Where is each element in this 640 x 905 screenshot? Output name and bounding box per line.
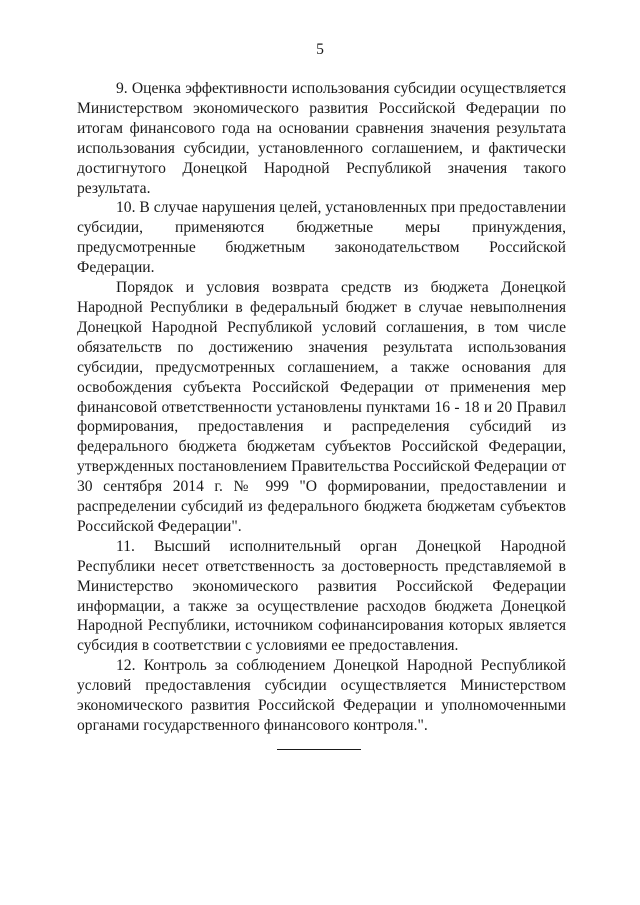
page-number: 5 xyxy=(316,41,324,58)
paragraph-12: 12. Контроль за соблюдением Донецкой Народной Республикой условий предоставления субсидии осуществляется Министерством экономического развития Российской Федерации и уполномоченными органами государственного финансового контроля.". xyxy=(77,657,566,734)
paragraph-refund-procedure: Порядок и условия возврата средств из бюджета Донецкой Народной Республики в федеральный бюджет в случае невыполнения Донецкой Народной Республикой условий соглашения, в том числе обязательств по достижению значения результата использования субсидии, предусмотренных соглашением, а также основания для освобождения субъекта Российской Федерации от применения мер финансовой ответственности установлены пунктами 16 - 18 и 20 Правил формирования, предоставления и распределения субсидий из федерального бюджета бюджетам субъектов Российской Федерации, утвержденных постановлением Правительства Российской Федерации от 30 сентября 2014 г. № 999 "О формировании, предоставлении и распределении субсидий из федерального бюджета бюджетам субъектов Российской Федерации". xyxy=(77,279,566,535)
paragraph-10: 10. В случае нарушения целей, установленных при предоставлении субсидии, применяются бюджетные меры принуждения, предусмотренные бюджетным законодательством Российской Федерации. xyxy=(77,199,566,277)
closing-divider-line xyxy=(277,749,361,750)
paragraph-9: 9. Оценка эффективности использования субсидии осуществляется Министерством экономического развития Российской Федерации по итогам финансового года на основании сравнения значения результата использования субсидии, установленного соглашением, и фактически достигнутого Донецкой Народной Республикой значения такого результата. xyxy=(77,80,566,197)
paragraph-11: 11. Высший исполнительный орган Донецкой Народной Республики несет ответственность за достоверность представляемой в Министерство экономического развития Российской Федерации информации, а также за осуществление расходов бюджета Донецкой Народной Республики, источником софинансирования которых является субсидия в соответствии с условиями ее предоставления. xyxy=(77,537,566,655)
document-body xyxy=(77,79,566,736)
